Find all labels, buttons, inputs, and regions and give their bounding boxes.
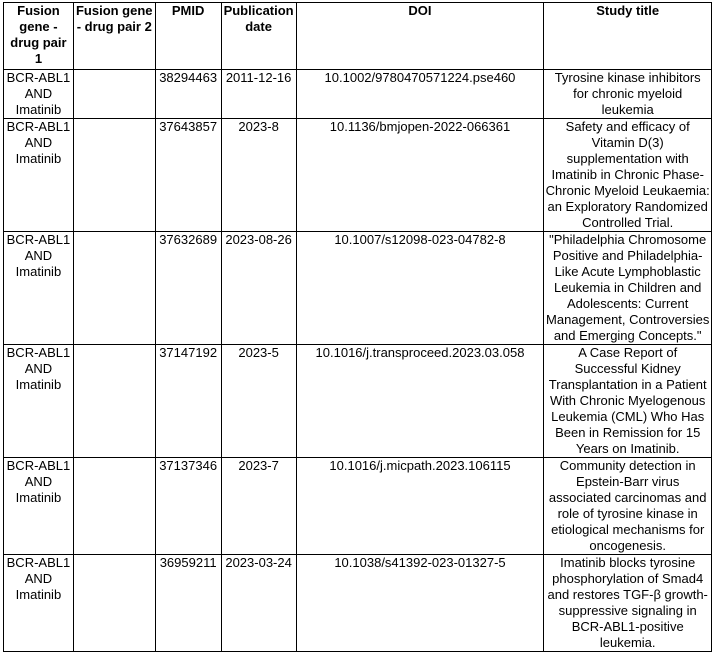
cell-doi: 10.1002/9780470571224.pse460	[296, 70, 544, 119]
col-header-doi: DOI	[296, 3, 544, 70]
cell-title: A Case Report of Successful Kidney Transplantation in a Patient With Chronic Myelogenous Leukemia (CML) Who Has Been in Remission for 15 Years on Imatinib.	[544, 345, 712, 458]
cell-pair1: BCR-ABL1 AND Imatinib	[4, 458, 74, 555]
cell-pmid: 38294463	[155, 70, 221, 119]
cell-pair2	[73, 555, 155, 652]
table-row	[4, 70, 712, 119]
cell-pair2	[73, 232, 155, 345]
table-row	[4, 458, 712, 555]
cell-title: Safety and efficacy of Vitamin D(3) supplementation with Imatinib in Chronic Phase-Chronic Myeloid Leukaemia: an Exploratory Randomized Controlled Trial.	[545, 119, 710, 230]
table-row	[4, 232, 712, 345]
cell-title: "Philadelphia Chromosome Positive and Philadelphia-Like Acute Lymphoblastic Leukemia in Children and Adolescents: Current Management, Controversies and Emerging Concepts."	[544, 232, 712, 345]
cell-doi: 10.1016/j.transproceed.2023.03.058	[296, 345, 544, 458]
table-row	[4, 345, 712, 458]
cell-pair2	[73, 458, 155, 555]
cell-pair1: BCR-ABL1 AND Imatinib	[4, 555, 74, 652]
col-header-pair2: Fusion gene - drug pair 2	[73, 3, 155, 70]
cell-date: 2011-12-16	[221, 70, 296, 119]
table-row	[4, 555, 712, 652]
cell-pair2	[73, 70, 155, 119]
col-header-date: Publication date	[221, 3, 296, 70]
table-row	[4, 119, 712, 232]
cell-title: Imatinib blocks tyrosine phosphorylation of Smad4 and restores TGF-β growth-suppressive signaling in BCR-ABL1-positive leukemia.	[544, 555, 712, 652]
cell-date: 2023-03-24	[221, 555, 296, 652]
cell-doi: 10.1136/bmjopen-2022-066361	[296, 119, 544, 232]
cell-date: 2023-7	[221, 458, 296, 555]
cell-pair1: BCR-ABL1 AND Imatinib	[4, 345, 74, 458]
results-table	[3, 2, 712, 652]
cell-doi: 10.1016/j.micpath.2023.106115	[296, 458, 544, 555]
cell-pmid: 37137346	[155, 458, 221, 555]
cell-pair2	[73, 119, 155, 232]
cell-date: 2023-5	[221, 345, 296, 458]
col-header-pair1: Fusion gene - drug pair 1	[4, 3, 74, 70]
cell-date: 2023-08-26	[221, 232, 296, 345]
cell-pair1: BCR-ABL1 AND Imatinib	[4, 70, 74, 119]
cell-pair2	[73, 345, 155, 458]
cell-title: Community detection in Epstein-Barr virus associated carcinomas and role of tyrosine kinase in etiological mechanisms for oncogenesis.	[544, 458, 712, 555]
cell-date: 2023-8	[221, 119, 296, 232]
cell-doi: 10.1038/s41392-023-01327-5	[296, 555, 544, 652]
cell-pair1: BCR-ABL1 AND Imatinib	[4, 232, 74, 345]
cell-pmid: 36959211	[155, 555, 221, 652]
cell-pmid: 37147192	[155, 345, 221, 458]
cell-pmid: 37632689	[155, 232, 221, 345]
cell-title: Tyrosine kinase inhibitors for chronic myeloid leukemia	[544, 70, 712, 119]
cell-pair1: BCR-ABL1 AND Imatinib	[4, 119, 74, 232]
header-row	[4, 3, 712, 70]
col-header-pmid: PMID	[155, 3, 221, 70]
cell-pmid: 37643857	[155, 119, 221, 232]
cell-doi: 10.1007/s12098-023-04782-8	[296, 232, 544, 345]
col-header-title: Study title	[544, 3, 712, 70]
